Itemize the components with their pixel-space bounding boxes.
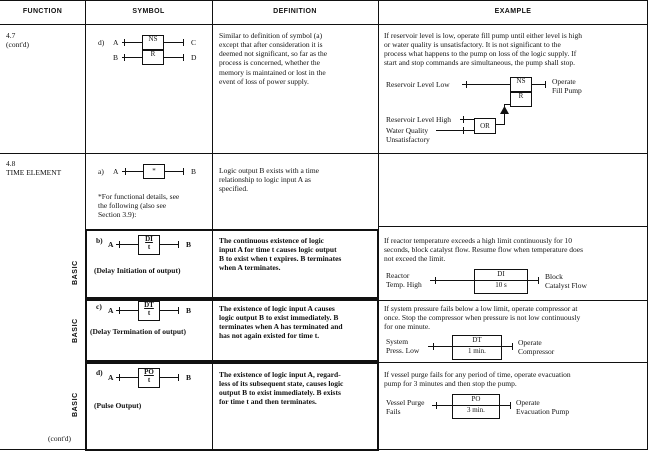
example-b-input-line: Temp. High [386, 280, 422, 290]
symbol-c-output: B [186, 306, 192, 315]
example-4-7-r-box [510, 92, 532, 107]
example-4-7-input-low: Reservoir Level Low [386, 80, 450, 89]
definition-b-line: when A terminates. [219, 263, 281, 273]
definition-4-7-line: event of loss of power supply. [219, 76, 309, 86]
example-4-7-line: start and stop commands are simultaneous, the pump shall stop. [384, 58, 576, 68]
header-definition: DEFINITION [273, 8, 317, 15]
symbol-b-tick-in [119, 241, 120, 248]
example-4-7-tick-quality [463, 127, 464, 134]
symbol-b-caption: (Delay Initiation of output) [94, 266, 181, 275]
example-c-line: once. Stop the compressor when pressure is not low continuously [384, 313, 581, 323]
symbol-b-label: b) [96, 236, 103, 245]
symbol-4-8a-input: A [113, 167, 119, 176]
definition-4-7-line: Similar to definition of symbol (a) [219, 31, 323, 40]
symbol-4-7-tick-c [183, 39, 184, 46]
definition-4-7-line: deemed not significant, so far as the [219, 49, 328, 59]
note-line: the following (also see [98, 201, 167, 211]
symbol-d-caption: (Pulse Output) [94, 401, 142, 410]
symbol-4-7-tick-d [183, 54, 184, 61]
symbol-d-box-top: PO [144, 368, 154, 376]
definition-4-7 [219, 31, 375, 86]
symbol-4-8a-box [143, 164, 165, 179]
example-4-7-tick-out [545, 81, 546, 88]
sub-c-bottom-rule [378, 362, 648, 363]
function-4-7-cont: (cont'd) [6, 40, 30, 49]
symbol-d-tick-out [178, 374, 179, 381]
symbol-c-input: A [108, 306, 114, 315]
symbol-b-output: B [186, 240, 192, 249]
symbol-4-8a-box-text: * [152, 167, 156, 175]
symbol-d-label: d) [96, 368, 103, 377]
example-c-box-bottom: 1 min. [468, 346, 486, 355]
example-c-line: for one minute. [384, 322, 431, 332]
example-d-line: pump for 3 minutes and then stop the pump. [384, 379, 517, 389]
symbol-d-input: A [108, 373, 114, 382]
definition-c-line: has not again existed for time t. [219, 331, 320, 341]
example-c-output-line: Operate [518, 338, 542, 347]
definition-c [219, 304, 373, 341]
symbol-4-7-tick-a [124, 39, 125, 46]
symbol-b-box-bottom: t [147, 242, 151, 251]
definition-b [219, 236, 373, 273]
symbol-4-7-label: d) [98, 38, 105, 47]
function-4-8-cont: (cont'd) [48, 434, 72, 443]
symbol-b-wire-out [159, 244, 179, 245]
example-d-box-bottom: 3 min. [467, 405, 485, 414]
example-d-input-line: Vessel Purge [386, 398, 425, 407]
example-4-7-input-quality-line: Water Quality [386, 126, 429, 135]
header-example: EXAMPLE [494, 8, 532, 15]
definition-c-line: terminates when A has terminated and [219, 322, 343, 332]
example-4-7-wire-quality [436, 130, 474, 131]
definition-d-line: for time t and then terminates. [219, 397, 317, 407]
basic-label-c: BASIC [72, 318, 79, 343]
example-c-line: If system pressure fails below a low limit, operate compressor at [384, 304, 578, 313]
example-4-7-line: If reservoir level is low, operate fill pump until either level is high [384, 31, 582, 40]
example-4-7-output [552, 77, 582, 95]
definition-4-8a-line: specified. [219, 184, 248, 194]
symbol-c-wire-out [159, 310, 179, 311]
row-4-7-bottom-rule [0, 153, 648, 154]
example-b-line: not exceed the limit. [384, 254, 446, 264]
symbol-c-label: c) [96, 302, 102, 311]
symbol-b-input: A [108, 240, 114, 249]
symbol-d-wire-out [159, 377, 179, 378]
example-d-output [516, 398, 569, 416]
symbol-4-7-wire-a [122, 42, 142, 43]
example-b-output [545, 272, 587, 290]
example-d-output-line: Evacuation Pump [516, 407, 570, 417]
symbol-4-8a-tick-in [125, 168, 126, 175]
symbol-d-output: B [186, 373, 192, 382]
example-c-output [518, 338, 554, 356]
symbol-4-8a-tick-out [183, 168, 184, 175]
definition-d-line: The existence of logic input A, regard- [219, 370, 341, 379]
example-c-tick-out [512, 343, 513, 350]
sub-b-bottom-rule [378, 300, 648, 301]
function-4-7-number: 4.7 [6, 31, 16, 40]
example-d-tick-in [436, 402, 437, 409]
symbol-4-7-output-c: C [191, 38, 197, 47]
example-d-line: If vessel purge fails for any period of time, operate evacuation [384, 370, 571, 379]
example-4-7-output-line: Operate [552, 77, 576, 86]
example-d-box-top: PO [453, 395, 499, 406]
example-c-box-top: DT [453, 336, 501, 347]
definition-d-line: output B to exist immediately. B exists [219, 388, 341, 398]
table-top-rule [0, 0, 648, 1]
example-4-7-wire-or-reset [504, 104, 511, 105]
example-c-wire-in [428, 346, 452, 347]
symbol-4-7-r-text: R [150, 50, 156, 58]
example-4-7-input-quality [386, 126, 430, 144]
example-4-7-wire-out [532, 84, 546, 85]
function-4-8-number: 4.8 [6, 159, 16, 168]
symbol-4-7-wire-c [164, 42, 184, 43]
symbol-4-7-input-a: A [113, 38, 119, 47]
symbol-4-8a-wire-out [164, 171, 184, 172]
example-4-7-wire-or-out [495, 124, 504, 125]
sub-a-bottom-rule [378, 226, 648, 227]
definition-d [219, 370, 373, 407]
example-b-input [386, 271, 422, 289]
example-d-wire-in [432, 405, 452, 406]
symbol-b-box [138, 235, 160, 255]
header-function: FUNCTION [22, 8, 63, 15]
example-4-7-input-quality-line: Unsatisfactory [386, 135, 430, 145]
example-d-tick-out [510, 402, 511, 409]
example-d-output-line: Operate [516, 398, 540, 407]
basic-label-d: BASIC [72, 392, 79, 417]
symbol-d-box [138, 368, 160, 388]
example-c-input-line: System [386, 337, 409, 346]
example-d [384, 370, 644, 388]
symbol-c-tick-in [119, 307, 120, 314]
example-b-tick-out [538, 277, 539, 284]
example-4-7-wire-low [462, 84, 510, 85]
example-c-output-line: Compressor [518, 347, 555, 357]
definition-4-7-line: process is concerned, whether the [219, 58, 321, 68]
symbol-c-tick-out [178, 307, 179, 314]
example-4-7-tick-low [466, 81, 467, 88]
symbol-4-7-tick-b [124, 54, 125, 61]
symbol-4-8a-label: a) [98, 167, 104, 176]
example-c-tick-in [433, 343, 434, 350]
example-4-7-line: process what happens to the pump on loss of the logic supply. If [384, 49, 577, 59]
example-b [384, 236, 644, 263]
definition-4-7-line: except that after consideration it is [219, 40, 323, 50]
example-d-box [452, 394, 500, 419]
example-4-7-tick-high [463, 116, 464, 123]
definition-b-line: B to exist when t expires. B terminates [219, 254, 342, 264]
symbol-4-7-output-d: D [191, 53, 197, 62]
definition-4-8a [219, 166, 375, 193]
definition-4-7-line: memory is maintained or lost in the [219, 67, 326, 77]
example-4-7-or-text: OR [480, 122, 490, 130]
example-4-7-ns-box [510, 77, 532, 92]
example-b-box-top: DI [475, 270, 527, 281]
definition-c-line: logic output B to exist immediately. B [219, 313, 339, 323]
header-symbol: SYMBOL [132, 8, 165, 15]
example-c-box [452, 335, 502, 360]
definition-c-line: The existence of logic input A causes [219, 304, 335, 313]
example-4-7-input-high: Reservoir Level High [386, 115, 451, 124]
arrow-up-icon [500, 106, 509, 114]
symbol-4-8a-note [98, 192, 179, 219]
example-4-7-ns-text: NS [516, 77, 526, 85]
symbol-c-box-top: DT [144, 301, 154, 309]
symbol-4-7-wire-d [164, 57, 184, 58]
note-line: Section 3.9): [98, 210, 137, 220]
symbol-c-box [138, 301, 160, 321]
example-4-7-output-line: Fill Pump [552, 86, 582, 96]
example-c [384, 304, 644, 331]
example-c-input-line: Press. Low [386, 346, 420, 356]
definition-b-line: The continuous existence of logic [219, 236, 324, 245]
example-d-input-line: Fails [386, 407, 401, 417]
example-4-7-or-box [474, 118, 496, 134]
symbol-c-caption: (Delay Termination of output) [90, 327, 187, 336]
note-line: *For functional details, see [98, 192, 180, 201]
symbol-4-7-r-box [142, 50, 164, 65]
example-b-wire-in [430, 280, 474, 281]
example-b-tick-in [435, 277, 436, 284]
symbol-4-7-wire-b [122, 57, 142, 58]
example-4-7-r-text: R [518, 92, 524, 100]
header-bottom-rule [0, 24, 648, 25]
example-4-7 [384, 31, 644, 68]
example-b-output-line: Block [545, 272, 563, 281]
symbol-b-tick-out [178, 241, 179, 248]
symbol-4-7-input-b: B [113, 53, 119, 62]
symbol-d-box-bottom: t [147, 375, 151, 384]
definition-4-8a-line: Logic output B exists with a time [219, 166, 319, 175]
symbol-4-8a-output: B [191, 167, 197, 176]
definition-b-line: input A for time t causes logic output [219, 245, 337, 255]
example-b-line: If reactor temperature exceeds a high limit continuously for 10 [384, 236, 573, 245]
example-b-line: seconds, block catalyst flow. Resume flow when temperature does [384, 245, 584, 255]
symbol-4-7-ns-text: NS [148, 35, 158, 43]
symbol-c-box-bottom: t [147, 308, 151, 317]
symbol-d-tick-in [119, 374, 120, 381]
example-c-input [386, 337, 419, 355]
basic-label-b: BASIC [72, 260, 79, 285]
example-4-7-line: or water quality is unsatisfactory. It is not significant to the [384, 40, 561, 50]
example-b-box [474, 269, 528, 294]
example-b-input-line: Reactor [386, 271, 410, 280]
example-d-input [386, 398, 424, 416]
symbol-b-box-top: DI [145, 235, 153, 243]
function-4-8-name: TIME ELEMENT [6, 168, 62, 177]
definition-4-8a-line: relationship to logic input A as [219, 175, 311, 185]
symbol-4-7-ns-box [142, 35, 164, 50]
definition-d-line: less of its subsequent state, causes logic [219, 379, 344, 389]
example-b-output-line: Catalyst Flow [545, 281, 587, 291]
example-b-box-bottom: 10 s [495, 280, 507, 289]
